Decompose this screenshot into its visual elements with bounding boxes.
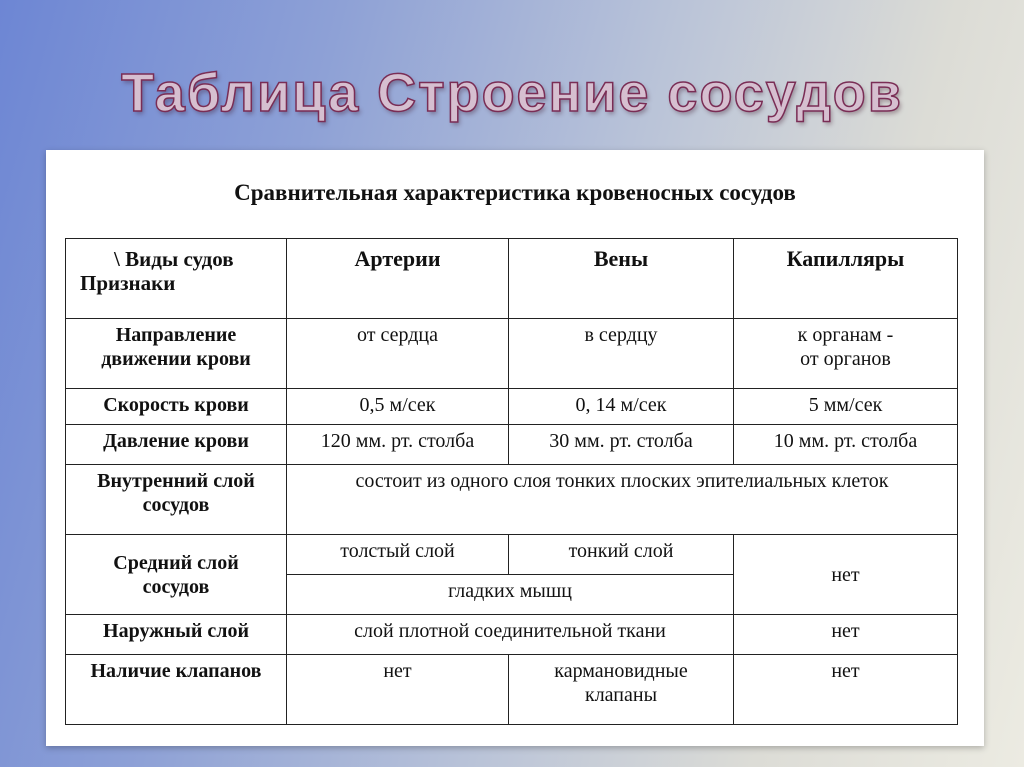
pressure-arteries: 120 мм. рт. столба bbox=[287, 425, 509, 465]
direction-veins: в сердцу bbox=[509, 319, 734, 389]
table-row bbox=[66, 655, 958, 725]
speed-capillaries: 5 мм/сек bbox=[734, 389, 958, 425]
outer-layer-capillaries: нет bbox=[734, 615, 958, 655]
table-row bbox=[66, 319, 958, 389]
feature-speed: Скорость крови bbox=[66, 389, 287, 425]
table-row bbox=[66, 535, 958, 575]
valves-capillaries: нет bbox=[734, 655, 958, 725]
direction-arteries: от сердца bbox=[287, 319, 509, 389]
feature-valves: Наличие клапанов bbox=[66, 655, 287, 725]
header-veins: Вены bbox=[509, 239, 734, 319]
feature-middle-layer: Средний слой сосудов bbox=[66, 535, 287, 615]
corner-header-types: \ Виды судов bbox=[114, 247, 234, 271]
header-capillaries: Капилляры bbox=[734, 239, 958, 319]
valves-veins: кармановидные клапаны bbox=[509, 655, 734, 725]
slide-title: Таблица Строение сосудов bbox=[121, 63, 903, 123]
header-arteries: Артерии bbox=[287, 239, 509, 319]
middle-layer-capillaries: нет bbox=[734, 535, 958, 615]
middle-layer-veins: тонкий слой bbox=[509, 535, 734, 575]
speed-arteries: 0,5 м/сек bbox=[287, 389, 509, 425]
direction-capillaries: к органам - от органов bbox=[734, 319, 958, 389]
middle-layer-arteries: толстый слой bbox=[287, 535, 509, 575]
valves-arteries: нет bbox=[287, 655, 509, 725]
table-row bbox=[66, 615, 958, 655]
feature-inner-layer: Внутренний слой сосудов bbox=[66, 465, 287, 535]
corner-header-cell bbox=[66, 239, 287, 319]
pressure-veins: 30 мм. рт. столба bbox=[509, 425, 734, 465]
table-row bbox=[66, 465, 958, 535]
table-row bbox=[66, 389, 958, 425]
vessels-comparison-table bbox=[65, 238, 958, 725]
corner-header-features: Признаки bbox=[80, 271, 176, 295]
pressure-capillaries: 10 мм. рт. столба bbox=[734, 425, 958, 465]
feature-outer-layer: Наружный слой bbox=[66, 615, 287, 655]
feature-direction: Направление движении крови bbox=[66, 319, 287, 389]
table-row bbox=[66, 425, 958, 465]
speed-veins: 0, 14 м/сек bbox=[509, 389, 734, 425]
feature-pressure: Давление крови bbox=[66, 425, 287, 465]
inner-layer-all: состоит из одного слоя тонких плоских эпителиальных клеток bbox=[287, 465, 958, 535]
middle-layer-shared: гладких мышц bbox=[287, 575, 734, 615]
table-caption: Сравнительная характеристика кровеносных сосудов bbox=[234, 180, 796, 205]
header-row bbox=[66, 239, 958, 319]
outer-layer-arteries-veins: слой плотной соединительной ткани bbox=[287, 615, 734, 655]
document-sheet bbox=[46, 150, 984, 746]
